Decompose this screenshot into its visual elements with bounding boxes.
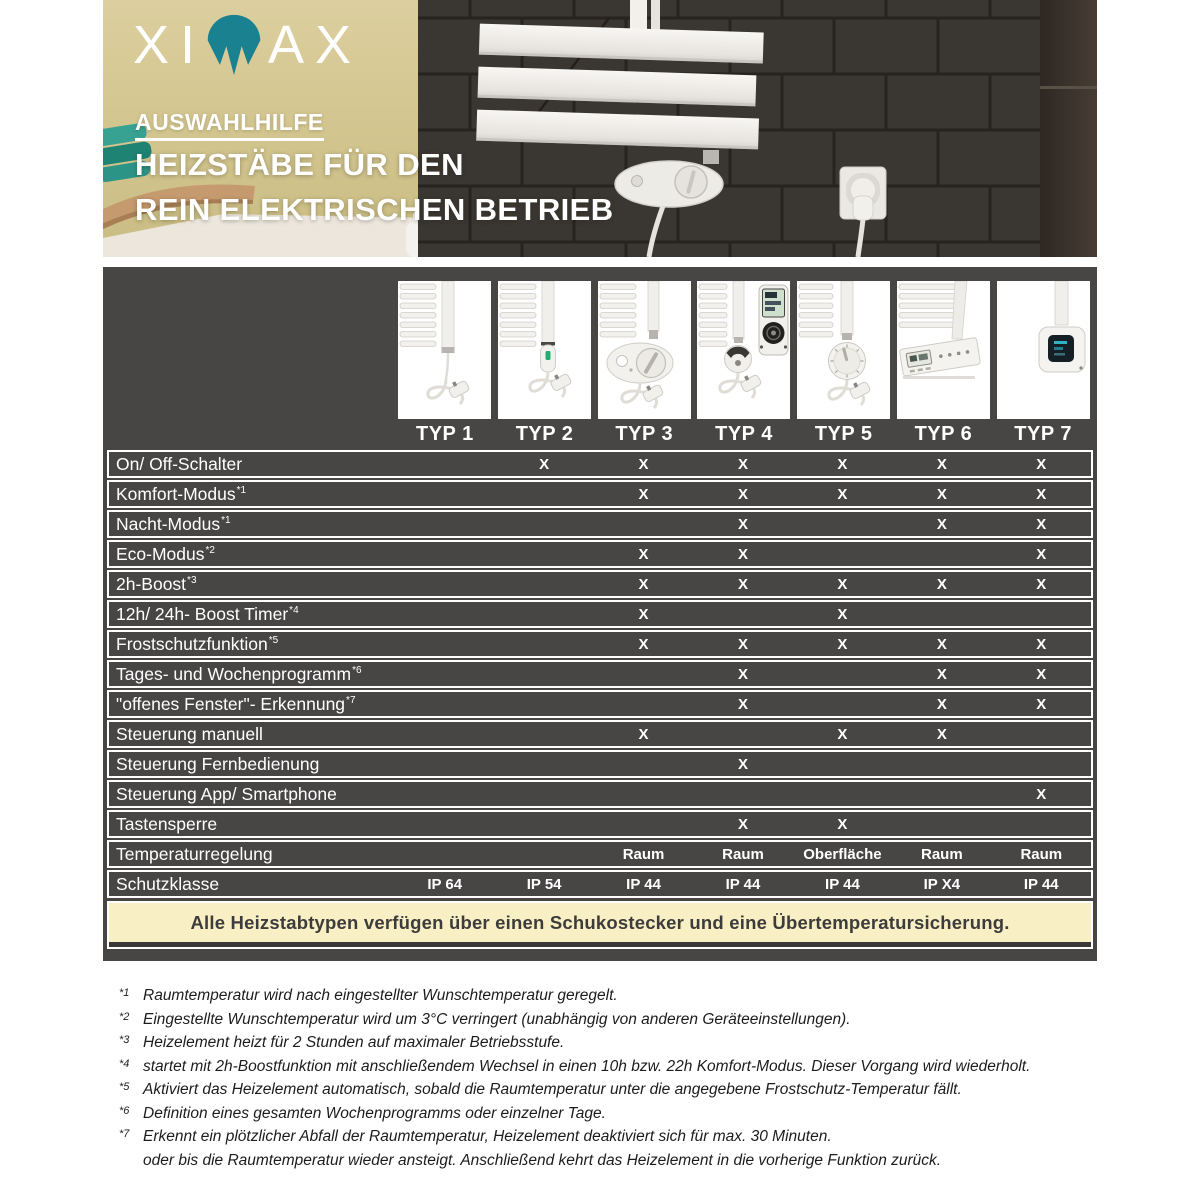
feature-table — [107, 450, 1093, 898]
footnote-marker: *2 — [205, 544, 215, 556]
column-header-typ-6: TYP 6 — [914, 423, 973, 445]
feature-row-8 — [107, 660, 1093, 688]
footnote-6 — [119, 1106, 1097, 1123]
footnote-text: Raumtemperatur wird nach eingestellter Wunschtemperatur geregelt. — [143, 987, 618, 1004]
footnote-marker: *4 — [289, 604, 299, 616]
hero-kicker: AUSWAHLHILFE — [135, 109, 324, 141]
feature-cell: IP 64 — [427, 875, 463, 893]
feature-cell: X — [837, 815, 848, 833]
feature-cell: IP 44 — [1023, 875, 1059, 893]
feature-cell: X — [1036, 635, 1047, 653]
feature-cell: X — [936, 635, 947, 653]
feature-cell: X — [737, 515, 748, 533]
feature-cell: X — [1036, 515, 1047, 533]
note-banner — [107, 901, 1093, 949]
footnote-3 — [119, 1035, 1097, 1052]
feature-cell: X — [737, 545, 748, 563]
feature-cell: X — [638, 455, 649, 473]
feature-cell: X — [737, 815, 748, 833]
feature-cell: X — [638, 575, 649, 593]
feature-cell: X — [1036, 545, 1047, 563]
feature-row-15 — [107, 870, 1093, 898]
feature-row-2 — [107, 480, 1093, 508]
feature-cell: X — [737, 755, 748, 773]
footnote-2 — [119, 1012, 1097, 1029]
product-photo-illustration — [997, 281, 1090, 419]
feature-cell: Raum — [622, 845, 665, 863]
footnote-text: Aktiviert das Heizelement automatisch, sobald die Raumtemperatur unter die angegebene Frostschutz-Temperatur fällt. — [143, 1081, 962, 1098]
feature-cell: X — [638, 485, 649, 503]
column-header-typ-4: TYP 4 — [715, 423, 773, 445]
product-photo-illustration — [797, 281, 890, 419]
feature-cell: IP 44 — [725, 875, 761, 893]
hero-title-line1: HEIZSTÄBE FÜR DEN — [135, 147, 464, 182]
footnote-marker: *3 — [187, 574, 197, 586]
product-photo-typ-7 — [997, 281, 1090, 419]
feature-cell: X — [837, 605, 848, 623]
feature-cell: X — [737, 485, 748, 503]
footnotes — [103, 988, 1097, 1169]
feature-cell: X — [1036, 695, 1047, 713]
feature-cell: X — [737, 635, 748, 653]
feature-cell: Raum — [921, 845, 963, 863]
footnote-text: Definition eines gesamten Wochenprogramms oder einzelner Tage. — [143, 1104, 606, 1122]
feature-cell: X — [837, 635, 848, 653]
feature-cell: X — [936, 665, 947, 683]
feature-cell: X — [1036, 575, 1047, 593]
feature-cell: X — [638, 635, 649, 653]
product-column-typ-3 — [594, 281, 694, 449]
feature-label: Steuerung manuell — [116, 723, 263, 744]
product-column-typ-6 — [894, 281, 994, 449]
feature-row-9 — [107, 690, 1093, 718]
feature-cell: X — [638, 545, 649, 563]
feature-label: "offenes Fenster"- Erkennung$^{*7}$ — [116, 693, 356, 714]
footnote-marker: *6 — [352, 664, 362, 676]
footnote-7-continued — [119, 1153, 1097, 1170]
feature-cell: X — [936, 695, 947, 713]
product-column-typ-4 — [694, 281, 794, 449]
product-photo-illustration — [897, 281, 990, 419]
feature-label: Tastensperre — [116, 813, 218, 834]
feature-cell: X — [837, 455, 848, 473]
feature-cell: X — [936, 485, 947, 503]
feature-label: Tages- und Wochenprogramm$^{*6}$ — [116, 663, 362, 684]
feature-label: Eco-Modus$^{*2}$ — [116, 543, 215, 564]
column-header-typ-1: TYP 1 — [415, 423, 474, 445]
feature-cell: Raum — [722, 845, 764, 863]
feature-label: 2h-Boost$^{*3}$ — [116, 573, 197, 594]
feature-cell: X — [936, 725, 947, 743]
product-column-typ-7 — [993, 281, 1093, 449]
footnote-5 — [119, 1082, 1097, 1099]
feature-cell: X — [1036, 665, 1047, 683]
feature-cell: Oberfläche — [803, 845, 882, 863]
ximax-m-icon — [202, 12, 266, 78]
product-photo-illustration — [598, 281, 691, 419]
feature-label: Komfort-Modus$^{*1}$ — [116, 483, 247, 504]
feature-cell: X — [936, 575, 947, 593]
feature-cell: X — [1036, 485, 1047, 503]
feature-row-1 — [107, 450, 1093, 478]
product-column-typ-1 — [395, 281, 495, 449]
feature-cell: X — [837, 725, 848, 743]
footnote-sup: *6 — [119, 1104, 130, 1117]
hero-title-line2: REIN ELEKTRISCHEN BETRIEB — [135, 192, 614, 227]
footnote-marker: *1 — [236, 484, 247, 496]
column-header-typ-7: TYP 7 — [1014, 423, 1072, 445]
feature-row-5 — [107, 570, 1093, 598]
column-header-typ-3: TYP 3 — [615, 423, 674, 445]
product-photo-illustration — [498, 281, 591, 419]
hero-banner — [103, 0, 1097, 257]
column-header-typ-2: TYP 2 — [515, 423, 574, 445]
feature-cell: X — [737, 695, 748, 713]
feature-row-7 — [107, 630, 1093, 658]
product-photo-typ-4 — [697, 281, 790, 419]
feature-label: Frostschutzfunktion$^{*5}$ — [116, 633, 279, 654]
footnote-text: Heizelement heizt für 2 Stunden auf maximaler Betriebsstufe. — [143, 1034, 565, 1051]
product-photo-typ-6 — [897, 281, 990, 419]
footnote-sup: *4 — [119, 1057, 130, 1070]
product-thumbnails-row — [107, 281, 1093, 449]
footnote-text: Eingestellte Wunschtemperatur wird um 3°C verringert (unabhängig von anderen Geräteeinstellungen). — [143, 1010, 851, 1028]
feature-cell: X — [737, 665, 748, 683]
hero-text — [103, 0, 1097, 257]
footnote-sup: *5 — [119, 1081, 130, 1093]
feature-cell: X — [539, 455, 550, 473]
feature-label: On/ Off-Schalter — [116, 453, 243, 474]
feature-label: Schutzklasse — [116, 873, 220, 894]
footnote-text: oder bis die Raumtemperatur wieder ansteigt. Anschließend kehrt das Heizelement in die vorherige Funktion zurück. — [143, 1151, 942, 1169]
feature-cell: X — [1036, 785, 1047, 803]
footnote-marker: *5 — [268, 634, 279, 646]
feature-row-10 — [107, 720, 1093, 748]
thumb-row-spacer — [107, 281, 395, 449]
footnote-1 — [119, 988, 1097, 1005]
feature-cell: X — [638, 605, 649, 623]
product-photo-typ-3 — [598, 281, 691, 419]
feature-cell: X — [837, 485, 848, 503]
feature-label: Steuerung Fernbedienung — [116, 753, 320, 774]
product-photo-typ-1 — [398, 281, 491, 419]
footnote-marker: *7 — [346, 694, 356, 706]
feature-row-14 — [107, 840, 1093, 868]
feature-cell: X — [936, 455, 947, 473]
product-photo-typ-2 — [498, 281, 591, 419]
feature-cell: IP X4 — [923, 875, 961, 893]
footnote-sup: *2 — [119, 1010, 130, 1023]
hero-title — [135, 142, 613, 232]
footnote-text: Erkennt ein plötzlicher Abfall der Raumtemperatur, Heizelement deaktiviert sich für max. 30 Minuten. — [143, 1128, 832, 1145]
feature-label: Steuerung App/ Smartphone — [116, 783, 337, 804]
feature-row-13 — [107, 810, 1093, 838]
ximax-logo — [133, 12, 362, 78]
feature-cell: IP 54 — [526, 875, 562, 893]
footnote-sup-empty — [119, 1150, 143, 1167]
logo-text-xi: XI — [133, 15, 207, 75]
feature-cell: X — [737, 455, 748, 473]
product-photo-illustration — [398, 281, 491, 419]
feature-cell: X — [837, 575, 848, 593]
logo-text-ax: AX — [268, 15, 363, 75]
feature-row-12 — [107, 780, 1093, 808]
feature-cell: X — [638, 725, 649, 743]
footnote-text: startet mit 2h-Boostfunktion mit anschließendem Wechsel in einen 10h bzw. 22h Komfort-Modus. Dieser Vorgang wird wiederholt. — [143, 1057, 1031, 1075]
feature-cell: Raum — [1020, 845, 1063, 863]
feature-label: Temperaturregelung — [116, 843, 273, 864]
feature-row-4 — [107, 540, 1093, 568]
footnote-sup: *3 — [119, 1034, 130, 1046]
feature-cell: IP 44 — [626, 875, 661, 893]
feature-row-6 — [107, 600, 1093, 628]
footnote-sup: *1 — [119, 987, 130, 999]
feature-cell: X — [737, 575, 748, 593]
note-text: Alle Heizstabtypen verfügen über einen Schukostecker und eine Übertemperatursicherung. — [190, 912, 1010, 933]
product-photo-typ-5 — [797, 281, 890, 419]
product-column-typ-2 — [495, 281, 595, 449]
feature-cell: X — [1036, 455, 1047, 473]
feature-row-11 — [107, 750, 1093, 778]
footnote-marker: *1 — [221, 514, 231, 526]
feature-cell: IP 44 — [825, 875, 860, 893]
feature-row-3 — [107, 510, 1093, 538]
feature-label: 12h/ 24h- Boost Timer$^{*4}$ — [116, 603, 299, 624]
product-photo-illustration — [697, 281, 790, 419]
footnote-7 — [119, 1129, 1097, 1146]
footnote-4 — [119, 1059, 1097, 1076]
product-column-typ-5 — [794, 281, 894, 449]
feature-cell: X — [936, 515, 947, 533]
content-area — [103, 0, 1097, 1176]
footnote-sup: *7 — [119, 1128, 130, 1140]
column-header-typ-5: TYP 5 — [814, 423, 873, 445]
comparison-table-block — [103, 267, 1097, 961]
feature-label: Nacht-Modus$^{*1}$ — [116, 513, 231, 534]
